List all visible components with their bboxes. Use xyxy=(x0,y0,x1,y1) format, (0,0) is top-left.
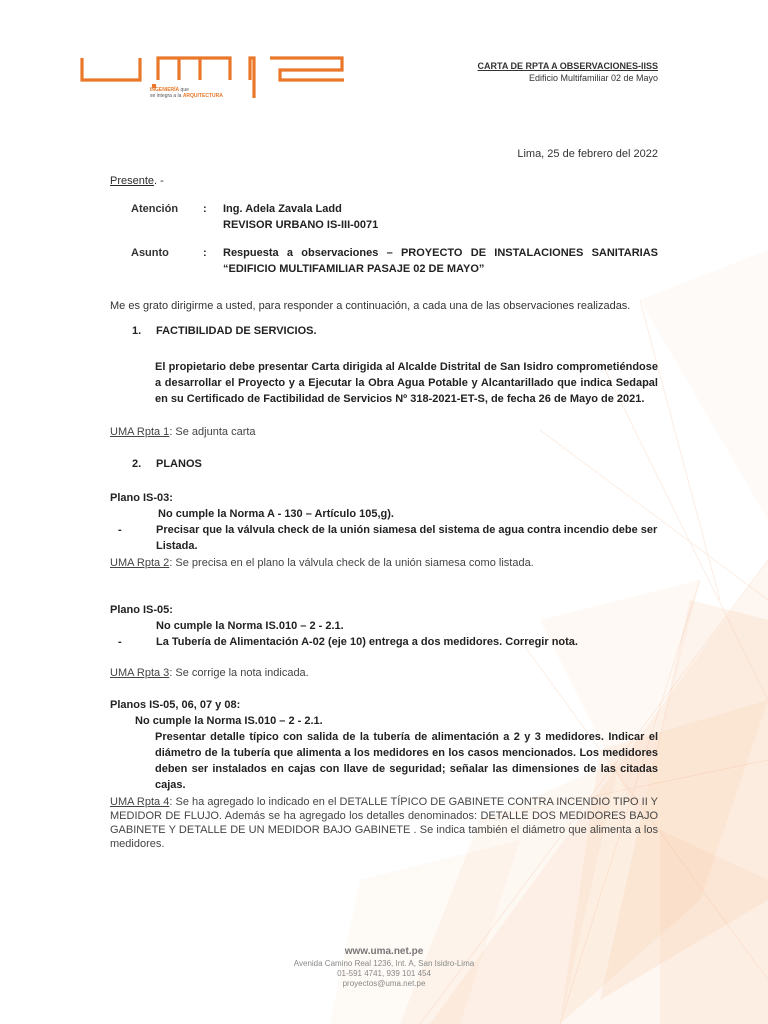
uma-response-1: UMA Rpta 1: Se adjunta carta xyxy=(110,426,256,438)
letter-date: Lima, 25 de febrero del 2022 xyxy=(517,148,658,160)
subject-block: Asunto : Respuesta a observaciones – PROYECTO DE INSTALACIONES SANITARIAS “EDIFICIO MULTIFAMILIAR PASAJE 02 DE MAYO” xyxy=(131,247,658,275)
footer-phones: 01-591 4741, 939 101 454 xyxy=(337,969,431,978)
footer xyxy=(0,945,768,989)
footer-website[interactable]: www.uma.net.pe xyxy=(344,946,424,957)
plano-is05-title: Plano IS-05: xyxy=(110,604,173,616)
document-subtitle: Edificio Multifamiliar 02 de Mayo xyxy=(528,73,658,83)
logo-tagline: INGENIERÍA que se integra a la ARQUITECTURA xyxy=(150,87,223,99)
section-1-heading: 1. FACTIBILIDAD DE SERVICIOS. xyxy=(132,325,317,337)
document-title: CARTA DE RPTA A OBSERVACIONES-IISS xyxy=(477,61,658,71)
uma-response-3: UMA Rpta 3: Se corrige la nota indicada. xyxy=(110,667,309,679)
section-1-body: El propietario debe presentar Carta dirigida al Alcalde Distrital de San Isidro comprometiéndose a desarrollar el Proyecto y a Ejecutar la Obra Agua Potable y Alcantarillado que indica Sedapal en su Certificado de Factibilidad de Servicios Nº 318-2021-ET-S, de fecha 26 de Mayo de 2021. xyxy=(155,361,658,405)
footer-email[interactable]: proyectos@uma.net.pe xyxy=(342,979,426,988)
footer-address: Avenida Camino Real 1236, Int. A, San Isidro-Lima xyxy=(293,959,475,968)
plano-is03-block: Plano IS-03: No cumple la Norma A - 130 – Artículo 105,g). - Precisar que la válvula check de la unión siamesa del sistema de agua contra incendio debe ser Listada. xyxy=(110,492,658,552)
attention-label: Atención xyxy=(131,203,179,215)
section-2-heading: 2. PLANOS xyxy=(132,458,202,470)
planos-multi-block: Planos IS-05, 06, 07 y 08: No cumple la Norma IS.010 – 2 - 2.1. Presentar detalle típico con salida de la tubería de alimentación a 2 y 3 medidores. Indicar el diámetro de la tubería que alimenta a los medidores en los casos mencionados. Los medidores deben ser instalados en cajas con llave de seguridad; señalar las dimensiones de las citadas cajas. xyxy=(110,699,658,791)
attention-block: Atención : Ing. Adela Zavala Ladd REVISOR URBANO IS-III-0071 xyxy=(110,201,658,235)
plano-is05-block: Plano IS-05: No cumple la Norma IS.010 – 2 - 2.1. - La Tubería de Alimentación A-02 (eje 10) entrega a dos medidores. Corregir nota. xyxy=(110,602,658,650)
subject-text: Respuesta a observaciones – PROYECTO DE INSTALACIONES SANITARIAS “EDIFICIO MULTIFAMILIAR PASAJE 02 DE MAYO” xyxy=(223,247,658,275)
planos-multi-title: Planos IS-05, 06, 07 y 08: xyxy=(110,699,241,711)
uma-response-4: UMA Rpta 4: Se ha agregado lo indicado en el DETALLE TÍPICO DE GABINETE CONTRA INCENDIO TIPO II Y MEDIDOR DE FLUJO. Además se ha agregado los detalles denominados: DETALLE DOS MEDIDORES BAJO GABINETE Y DETALLE DE UN MEDIDOR BAJO GABINETE . Se indica también el diámetro que alimenta a los medidores. xyxy=(110,796,658,850)
intro-paragraph: Me es grato dirigirme a usted, para responder a continuación, a cada una de las observaciones realizadas. xyxy=(110,300,631,312)
attention-recipient: Ing. Adela Zavala Ladd REVISOR URBANO IS-III-0071 xyxy=(223,203,379,231)
subject-label: Asunto xyxy=(131,247,169,259)
uma-response-2: UMA Rpta 2: Se precisa en el plano la válvula check de la unión siamesa como listada. xyxy=(110,557,534,569)
document-header xyxy=(477,60,658,84)
salutation: Presente. - xyxy=(110,175,164,187)
plano-is03-title: Plano IS-03: xyxy=(110,492,173,504)
